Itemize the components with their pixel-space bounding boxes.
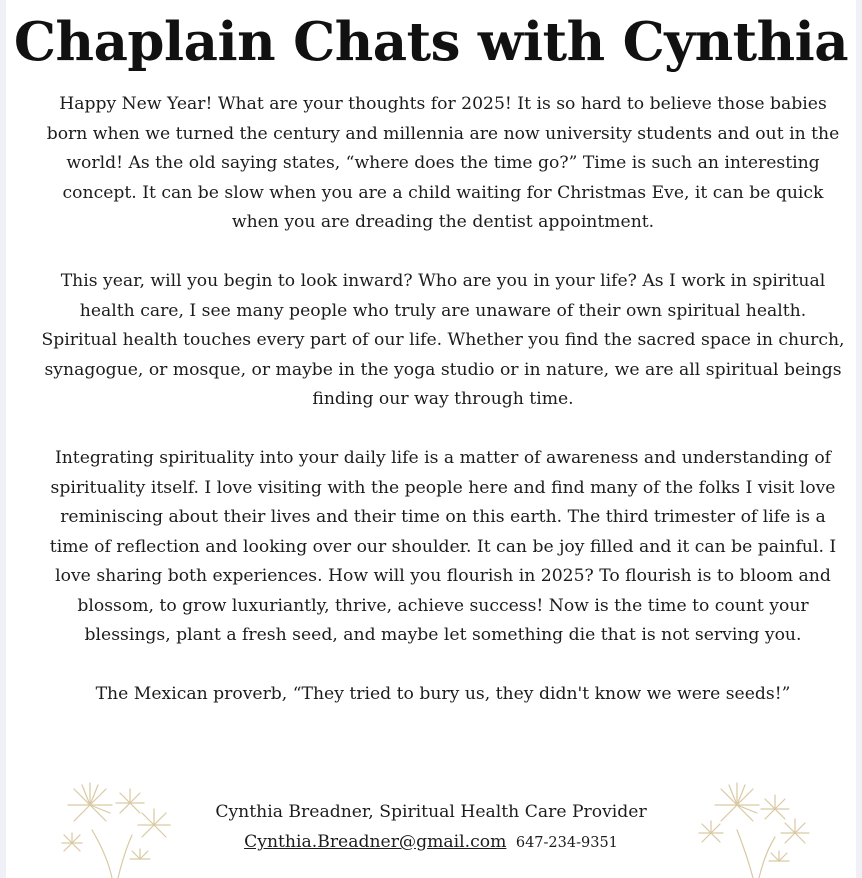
email-link[interactable]: Cynthia.Breadner@gmail.com bbox=[244, 832, 507, 852]
page-title: Chaplain Chats with Cynthia bbox=[13, 11, 849, 73]
signature-name: Cynthia Breadner, Spiritual Health Care Provider bbox=[215, 802, 647, 822]
paragraph-new-year: Happy New Year! What are your thoughts for 2025! It is so hard to believe those babies born when we turned the century and millennia are now university students and out in the world! As the old saying states, “where does the time go?” Time is such an interesting concept. It can be slow when you are a child waiting for Christmas Eve, it can be quick when you are dreading the dentist appointment. bbox=[46, 94, 840, 232]
page-edge-left bbox=[0, 0, 6, 878]
firework-icon-left bbox=[52, 775, 177, 878]
page-edge-right bbox=[856, 0, 862, 878]
paragraph-integrating-spirituality: Integrating spirituality into your daily life is a matter of awareness and understanding of spirituality itself. I love visiting with the people here and find many of the folks I visit love reminiscing about their lives and their time on this earth. The third trimester of life is a time of reflection and looking over our shoulder. It can be joy filled and it can be painful. I love sharing both experiences. How will you flourish in 2025? To flourish is to bloom and blossom, to grow luxuriantly, thrive, achieve success! Now is the time to count your blessings, plant a fresh seed, and maybe let something die that is not serving you. bbox=[49, 448, 837, 645]
paragraph-look-inward: This year, will you begin to look inward? Who are you in your life? As I work in spiritual health care, I see many people who truly are unaware of their own spiritual health. Spiritual health touches every part of our life. Whether you find the sacred space in church, synagogue, or mosque, or maybe in the yoga studio or in nature, we are all spiritual beings finding our way through time. bbox=[41, 271, 845, 409]
paragraph-mexican-proverb: The Mexican proverb, “They tried to bury us, they didn't know we were seeds!” bbox=[95, 684, 791, 704]
article-body bbox=[40, 90, 846, 710]
firework-icon-right bbox=[695, 775, 820, 878]
phone-number: 647-234-9351 bbox=[515, 835, 618, 851]
